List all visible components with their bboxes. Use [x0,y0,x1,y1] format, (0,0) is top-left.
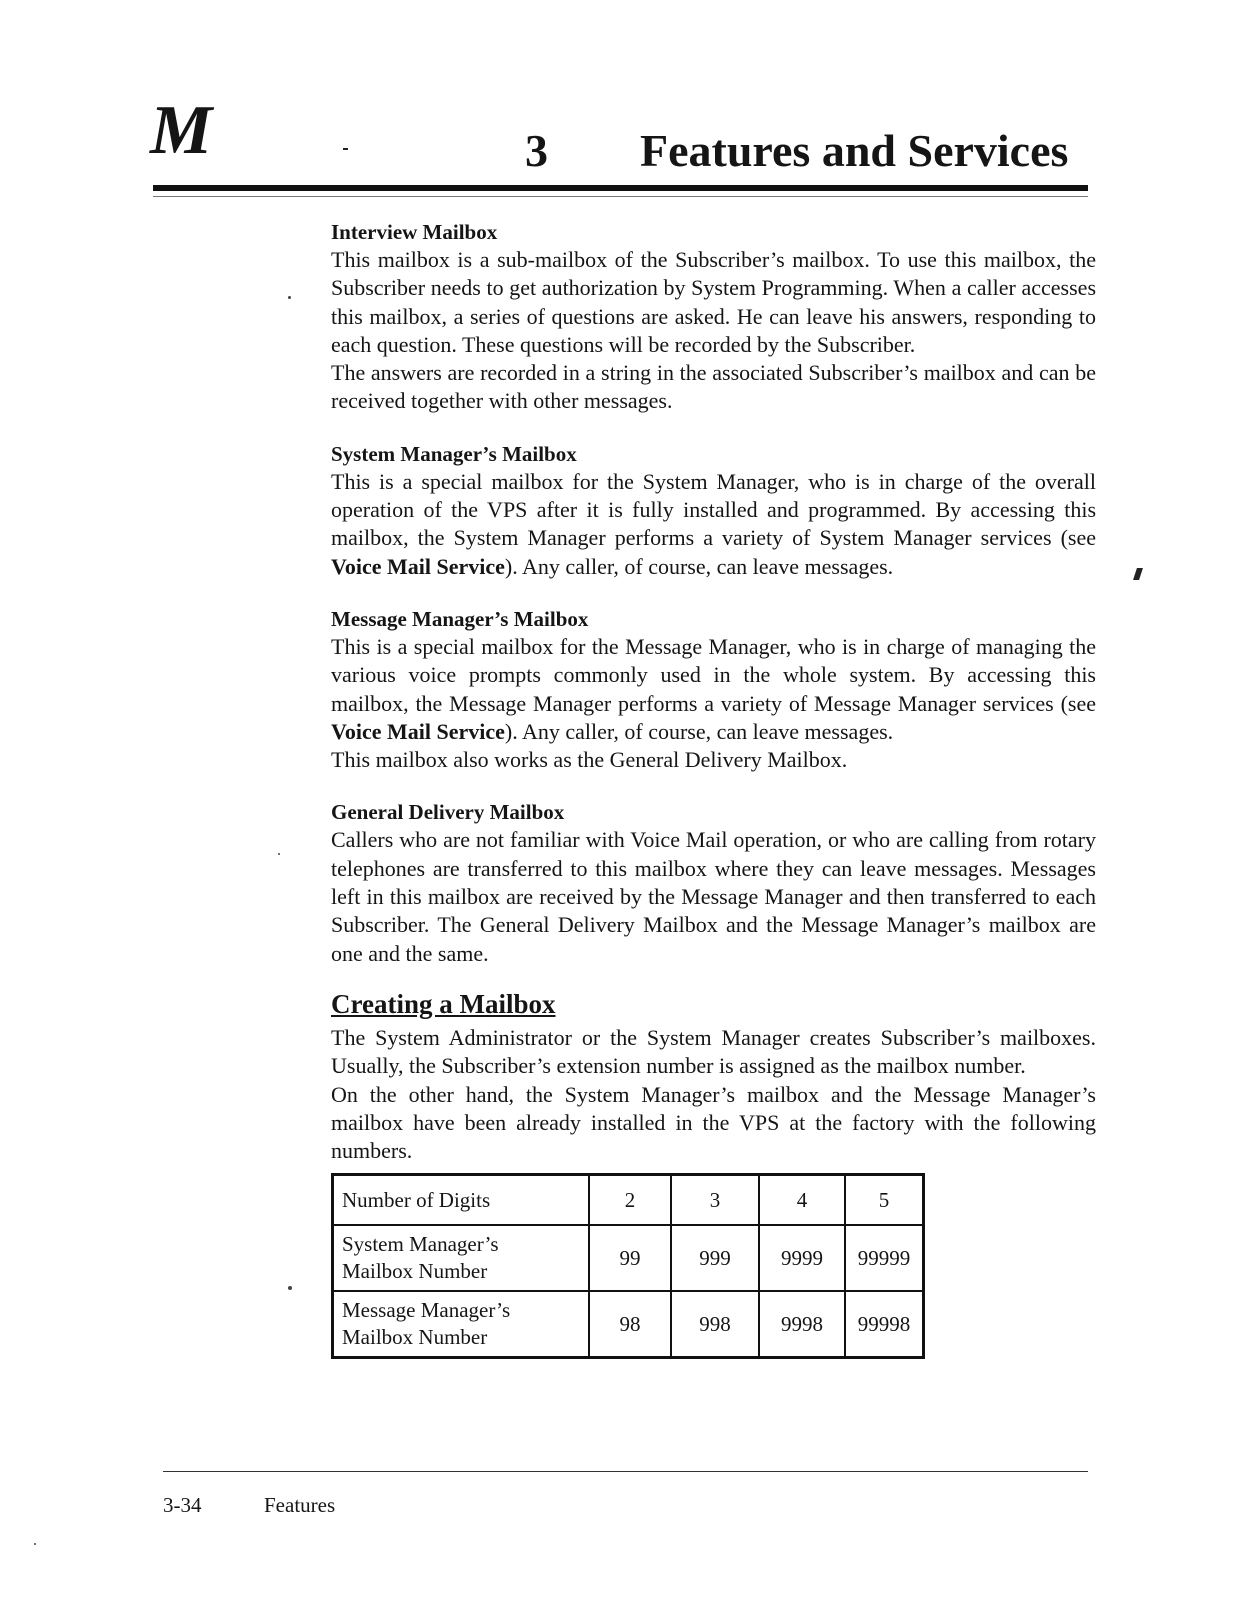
paragraph-text: This is a special mailbox for the System Manager, who is in charge of the overall operation of the VPS after it is fully installed and programmed. By accessing this mailbox, the System Manager performs a variety of System Manager services (see [331,468,1096,551]
paragraph [331,468,1096,581]
table-cell: 99998 [845,1291,924,1358]
paragraph-text: This is a special mailbox for the Message Manager, who is in charge of managing the various voice prompts commonly used in the whole system. By accessing this mailbox, the Message Manager performs a variety of Message Manager services (see [331,633,1096,716]
header-dash-mark [343,148,348,150]
scan-speck [34,1543,36,1545]
paragraph: This mailbox is a sub-mailbox of the Subscriber’s mailbox. To use this mailbox, the Subscriber needs to get authorization by System Programming. When a caller accesses this mailbox, a series of questions are asked. He can leave his answers, responding to each question. These questions will be recorded by the Subscriber. [331,247,1096,357]
scan-speck [288,296,291,299]
paragraph: The System Administrator or the System Manager creates Subscriber’s mailboxes. Usually, the Subscriber’s extension number is assigned as the mailbox number. [331,1024,1096,1079]
table-header-row [333,1175,924,1226]
paragraph: The answers are recorded in a string in the associated Subscriber’s mailbox and can be received together with other messages. [331,360,1096,414]
footer-section-name: Features [264,1493,336,1517]
section-heading: Message Manager’s Mailbox [331,606,589,631]
manual-logo: M [150,92,213,169]
table-header-cell: 3 [671,1175,759,1226]
chapter-number: 3 [525,125,548,176]
paragraph-text: ). Any caller, of course, can leave messages. [504,718,894,744]
paragraph: Callers who are not familiar with Voice Mail operation, or who are calling from rotary telephones are transferred to this mailbox where they can leave messages. Messages left in this mailbox are received by the Message Manager and then transferred to each Subscriber. The General Delivery Mailbox and the Message Manager’s mailbox are one and the same. [331,827,1096,966]
mailbox-number-table [331,1173,925,1359]
table-cell: 998 [671,1291,759,1358]
table-cell: 98 [589,1291,671,1358]
cross-reference: Voice Mail Service [331,553,505,579]
header-rule-thick [153,185,1088,191]
paragraph [331,633,1096,746]
row-label-line: System Manager’s [342,1232,499,1257]
table-cell: 99999 [845,1225,924,1291]
table-row [333,1291,924,1358]
table-header-cell: 5 [845,1175,924,1226]
table-header-cell: 4 [759,1175,845,1226]
row-label-line: Mailbox Number [342,1259,488,1284]
paragraph-text: ). Any caller, of course, can leave messages. [504,553,894,579]
row-label-line: Mailbox Number [342,1325,488,1350]
footer-rule [163,1471,1088,1472]
table-cell: 9999 [759,1225,845,1291]
table-cell: 9998 [759,1291,845,1358]
table-header-cell: 2 [589,1175,671,1226]
header-rule-thin [153,196,1088,197]
row-label [333,1225,590,1291]
section-heading: System Manager’s Mailbox [331,441,577,466]
creating-mailbox-section [331,986,1096,1359]
creating-mailbox-heading: Creating a Mailbox [331,988,556,1019]
table-cell: 999 [671,1225,759,1291]
cross-reference: Voice Mail Service [331,718,505,744]
interview-mailbox-section [331,218,1096,416]
page-content [331,218,1096,1383]
system-manager-mailbox-section [331,440,1096,581]
general-delivery-mailbox-section [331,798,1096,967]
paragraph: On the other hand, the System Manager’s mailbox and the Message Manager’s mailbox have been already installed in the VPS at the factory with the following numbers. [331,1081,1096,1164]
paragraph: This mailbox also works as the General Delivery Mailbox. [331,747,848,773]
table-row [333,1225,924,1291]
scan-speck [278,853,280,855]
table-header-label: Number of Digits [333,1175,590,1226]
footer-page-number: 3-34 [163,1493,202,1517]
chapter-title: Features and Services [640,125,1069,176]
row-label [333,1291,590,1358]
message-manager-mailbox-section [331,605,1096,774]
section-heading: Interview Mailbox [331,220,498,244]
scan-speck [288,1286,292,1290]
row-label-line: Message Manager’s [342,1298,511,1323]
table-cell: 99 [589,1225,671,1291]
section-heading: General Delivery Mailbox [331,800,565,825]
scan-edge-mark [1133,568,1143,580]
